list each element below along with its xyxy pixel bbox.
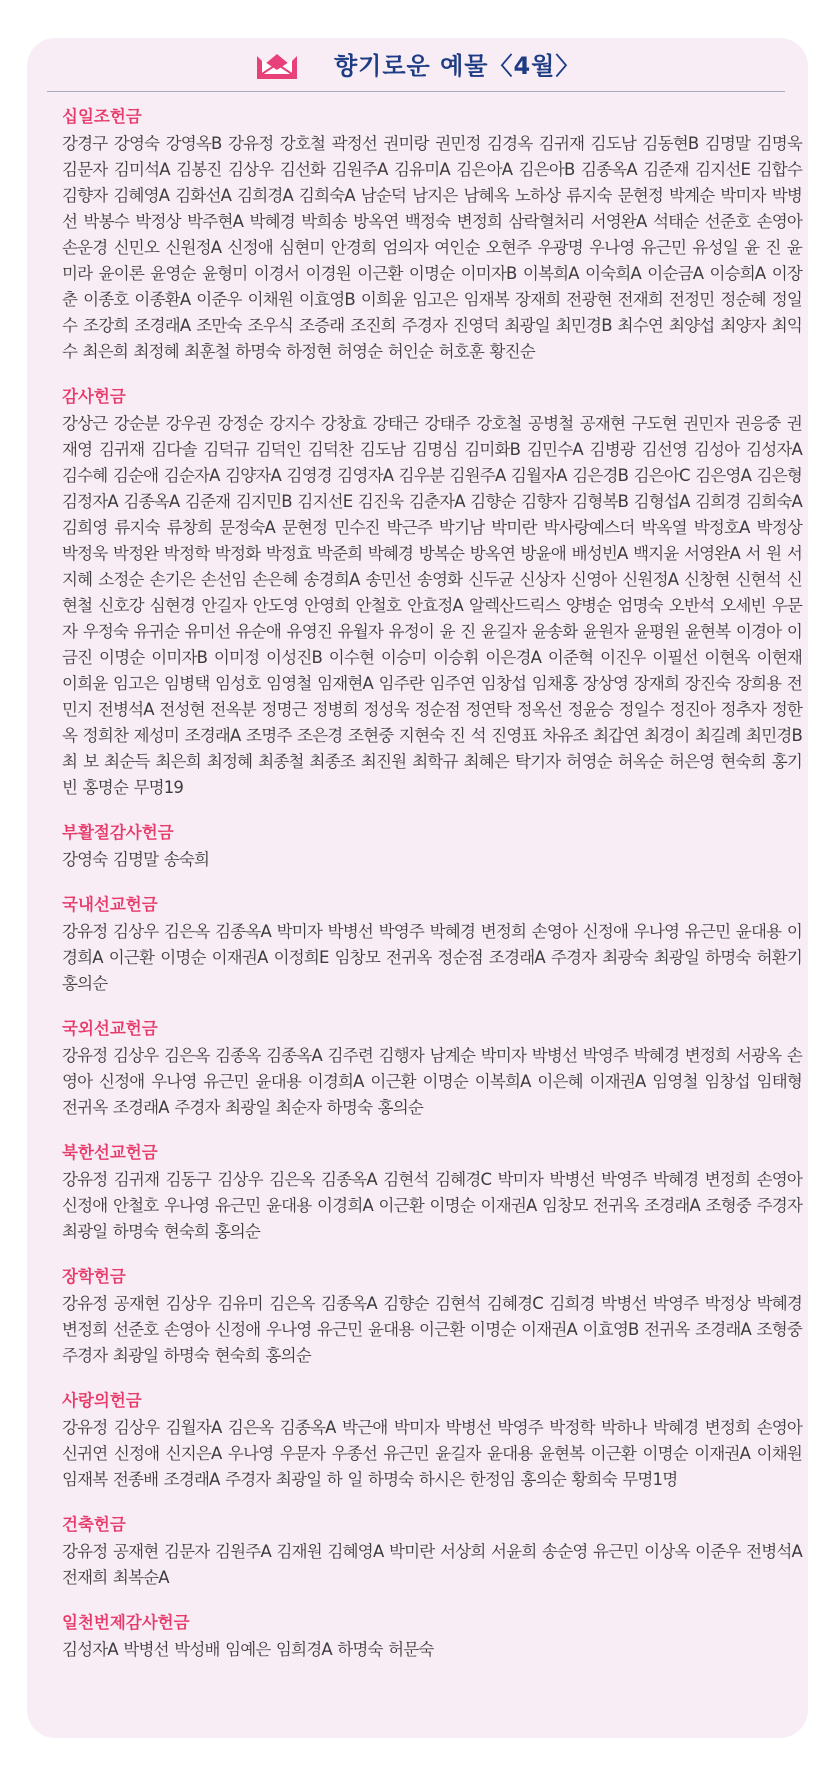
title-bar bbox=[38, 42, 798, 90]
section-north-korea-mission bbox=[62, 1142, 802, 1245]
section-title: 일천번제감사헌금 bbox=[62, 1613, 190, 1632]
section-building bbox=[62, 1514, 802, 1591]
section-names: 강영숙 김명말 송숙희 bbox=[62, 850, 210, 869]
section-names: 강경구 강영숙 강영옥B 강유정 강호철 곽정선 권미랑 권민정 김경옥 김귀재 김도남 김동현B 김명말 김명욱 김문자 김미석A 김봉진 김상우 김선화 김원주A 김유미A 김은아A 김은아B 김종옥A 김준재 김지선E 김합수 김향자 김혜영A 김화선A 김희경A 김희숙A 남순덕 남지은 남혜옥 노하상 류지숙 문현정 박계순 박미자 박병선 박봉수 박정상 박주현A 박혜경 박희송 방옥연 백정숙 변정희 삼락혈처리 서영완A 석태순 선준호 손영아 손운경 신민오 신원정A 신정애 심현미 안경희 엄의자 여인순 오현주 우광명 우나영 유근민 유성일 윤 진 윤미라 윤이론 윤영순 윤형미 이경서 이경원 이근환 이명순 이미자B 이복희A 이숙희A 이순금A 이승희A 이장춘 이종호 이종환A 이준우 이채원 이효영B 이희윤 임고은 임재복 장재희 전광현 전재희 전정민 정순혜 정일수 조강희 조경래A 조만숙 조우식 조증래 조진희 주경자 진영덕 최광일 최민경B 최수연 최양섭 최양자 최익수 최은희 최정혜 최훈철 하명숙 하정현 허영순 허인순 허호훈 황진순 bbox=[62, 134, 802, 361]
section-scholarship bbox=[62, 1266, 802, 1369]
section-names: 강상근 강순분 강우권 강정순 강지수 강창효 강태근 강태주 강호철 공병철 공재현 구도현 권민자 권응중 권재영 김귀재 김다솔 김덕규 김덕인 김덕찬 김도남 김명심 김미화B 김민수A 김병광 김선영 김성아 김성자A 김수혜 김순애 김순자A 김양자A 김영경 김영자A 김우분 김원주A 김월자A 김은경B 김은아C 김은영A 김은형 김정자A 김종옥A 김준재 김지민B 김지선E 김진욱 김춘자A 김향순 김향자 김형복B 김형섭A 김희경 김희숙A 김희영 류지숙 류창희 문정숙A 문현정 민수진 박근주 박기남 박미란 박사랑예스더 박옥열 박정호A 박정상 박정욱 박정완 박정학 박정화 박정효 박준희 박혜경 방복순 방옥연 방윤애 배성빈A 백지윤 서영완A 서 원 서지혜 소정순 손기은 손선임 손은혜 송경희A 송민선 송영화 신두균 신상자 신영아 신원정A 신창현 신현석 신현철 신호강 심현경 안길자 안도영 안영희 안철호 안효정A 알렉산드릭스 양병순 엄명숙 오반석 오세빈 우문자 우정숙 유귀순 유미선 유순애 유영진 유월자 유정이 윤 진 윤길자 윤송화 윤원자 윤평원 윤현복 이경아 이금진 이명순 이미자B 이미정 이성진B 이수현 이승미 이승휘 이은경A 이준혁 이진우 이필선 이현옥 이현재 이희윤 임고은 임병택 임성호 임영철 임재현A 임주란 임주연 임창섭 임채홍 장상영 장재희 장진숙 장희용 전민지 전병석A 전성현 전옥분 정명근 정병희 정성욱 정순점 정연탁 정옥선 정윤승 정일수 정진아 정추자 정한옥 정희찬 제성미 조경래A 조명주 조은경 조현중 지현숙 진 석 진영표 차유조 최갑연 최경이 최길례 최민경B 최 보 최순득 최은희 최정혜 최종철 최종조 최진원 최학규 최혜은 탁기자 허영순 허옥순 허은영 현숙희 홍기빈 홍명순 무명19 bbox=[62, 414, 802, 797]
section-title: 국외선교헌금 bbox=[62, 1019, 158, 1038]
section-names: 강유정 공재현 김상우 김유미 김은옥 김종옥A 김향순 김현석 김혜경C 김희경 박병선 박영주 박정상 박혜경 변정희 선준호 손영아 신정애 우나영 유근민 윤대용 이근환 이명순 이재권A 이효영B 전귀옥 조경래A 조형중 주경자 최광일 하명숙 현숙희 홍의순 bbox=[62, 1294, 802, 1365]
envelope-icon bbox=[256, 50, 298, 80]
page-title: 향기로운 예물〈4월〉 bbox=[334, 52, 581, 80]
title-divider bbox=[47, 91, 785, 92]
section-love bbox=[62, 1390, 802, 1493]
section-names: 강유정 김귀재 김동구 김상우 김은옥 김종옥A 김현석 김혜경C 박미자 박병선 박영주 박혜경 변정희 손영아 신정애 안철호 우나영 유근민 윤대용 이경희A 이근환 이명순 이재권A 임창모 전귀옥 조경래A 조형중 주경자 최광일 하명숙 현숙희 홍의순 bbox=[62, 1170, 802, 1241]
section-foreign-mission bbox=[62, 1018, 802, 1121]
section-title: 국내선교헌금 bbox=[62, 895, 158, 914]
section-thousand-offering bbox=[62, 1612, 802, 1663]
section-tithe bbox=[62, 106, 802, 365]
section-domestic-mission bbox=[62, 894, 802, 997]
section-names: 강유정 김상우 김은옥 김종옥A 박미자 박병선 박영주 박혜경 변정희 손영아 신정애 우나영 유근민 윤대용 이경희A 이근환 이명순 이재권A 이정희E 임창모 전귀옥 정순점 조경래A 주경자 최광숙 최광일 하명숙 허환기 홍의순 bbox=[62, 922, 802, 993]
section-title: 감사헌금 bbox=[62, 387, 126, 406]
section-title: 부활절감사헌금 bbox=[62, 823, 174, 842]
section-title: 사랑의헌금 bbox=[62, 1391, 142, 1410]
section-title: 북한선교헌금 bbox=[62, 1143, 158, 1162]
sections-list bbox=[62, 106, 802, 1684]
section-names: 강유정 김상우 김월자A 김은옥 김종옥A 박근애 박미자 박병선 박영주 박정학 박하나 박혜경 변정희 손영아 신귀연 신정애 신지은A 우나영 우문자 우종선 유근민 윤길자 윤대용 윤현복 이근환 이명순 이재권A 이채원 임재복 전종배 조경래A 주경자 최광일 하 일 하명숙 하시은 한정임 홍의순 황희숙 무명1명 bbox=[62, 1418, 802, 1489]
section-thanksgiving bbox=[62, 386, 802, 801]
section-title: 십일조헌금 bbox=[62, 107, 142, 126]
section-names: 강유정 공재현 김문자 김원주A 김재원 김혜영A 박미란 서상희 서윤희 송순영 유근민 이상옥 이준우 전병석A 전재희 최복순A bbox=[62, 1542, 802, 1587]
section-names: 김성자A 박병선 박성배 임예은 임희경A 하명숙 허문숙 bbox=[62, 1640, 434, 1659]
section-title: 건축헌금 bbox=[62, 1515, 126, 1534]
section-title: 장학헌금 bbox=[62, 1267, 126, 1286]
section-easter bbox=[62, 822, 802, 873]
section-names: 강유정 김상우 김은옥 김종옥 김종옥A 김주련 김행자 남계순 박미자 박병선 박영주 박혜경 변정희 서광옥 손영아 신정애 우나영 유근민 윤대용 이경희A 이근환 이명순 이복희A 이은혜 이재권A 임영철 임창섭 임태형 전귀옥 조경래A 주경자 최광일 최순자 하명숙 홍의순 bbox=[62, 1046, 802, 1117]
